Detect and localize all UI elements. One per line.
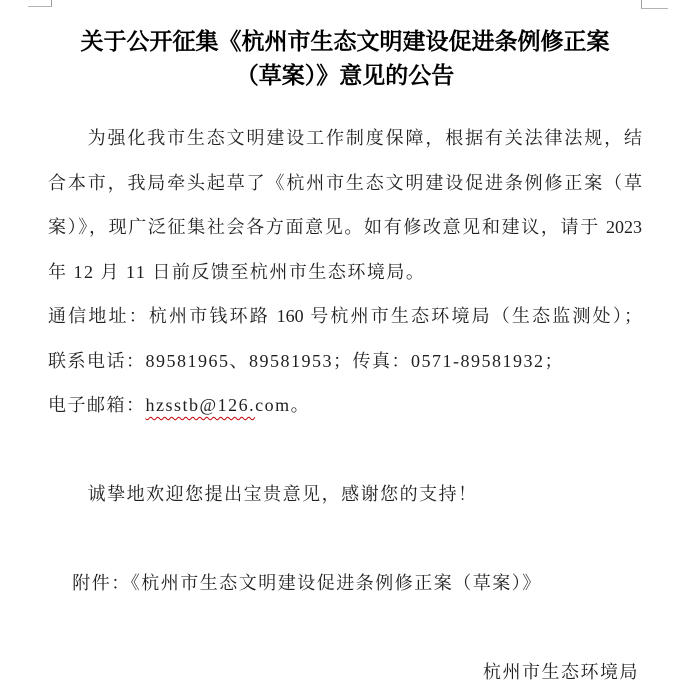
issuer-signature: 杭州市生态环境局 [483, 662, 639, 682]
blank-line [48, 428, 642, 473]
email-address-flagged: hzsstb@126. [145, 395, 256, 415]
margin-crop-mark-right [641, 0, 668, 9]
document-content [48, 24, 642, 695]
closing-thanks-line: 诚挚地欢迎您提出宝贵意见，感谢您的支持！ [87, 484, 478, 504]
title-line-2: （草案）》意见的公告 [235, 62, 455, 88]
contact-phone-line: 联系电话：89581965、89581953；传真：0571-89581932； [48, 350, 564, 371]
paragraph-line-3: 案）》，现广泛征集社会各方面意见。如有修改意见和建议，请于 2023 [48, 217, 642, 237]
contact-email-line [48, 383, 642, 428]
paragraph-line-4: 年 12 月 11 日前反馈至杭州市生态环境局。 [48, 261, 426, 282]
blank-line [48, 606, 642, 651]
contact-address-line: 通信地址：杭州市钱环路 160 号杭州市生态环境局（生态监测处）； [48, 306, 642, 326]
attachment-line: 附件：《杭州市生态文明建设促进条例修正案（草案）》 [72, 573, 542, 593]
title-line-1: 关于公开征集《杭州市生态文明建设促进条例修正案 [80, 28, 610, 54]
document-body [48, 116, 642, 695]
margin-crop-mark-left [28, 0, 52, 7]
blank-line [48, 517, 642, 562]
email-address-tail: com [255, 395, 291, 415]
paragraph-line-1: 为强化我市生态文明建设工作制度保障，根据有关法律法规，结 [87, 128, 642, 148]
paragraph-line-2: 合本市，我局牵头起草了《杭州市生态文明建设促进条例修正案（草 [48, 172, 642, 193]
email-label: 电子邮箱： [48, 395, 146, 415]
email-period: 。 [290, 395, 311, 415]
document-title [48, 24, 642, 92]
